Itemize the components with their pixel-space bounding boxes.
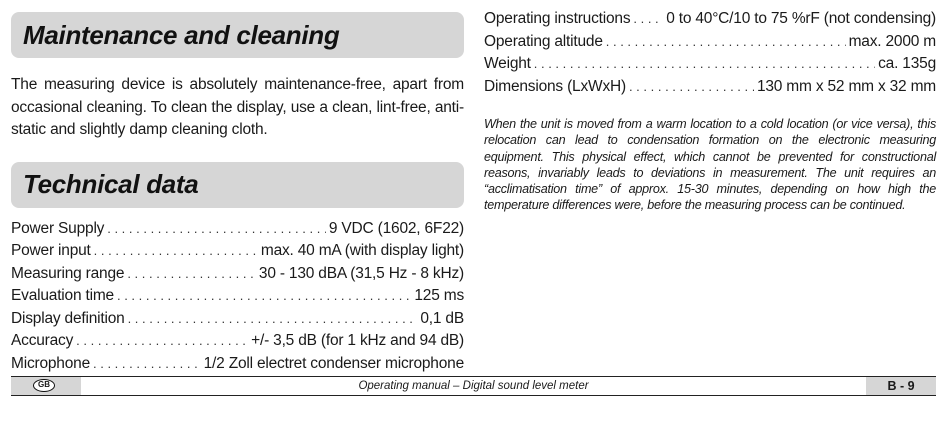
spec-label: Operating instructions xyxy=(484,10,631,27)
dot-leader xyxy=(629,76,754,99)
spec-value: max. 2000 m xyxy=(848,32,936,50)
spec-value: 0,1 dB xyxy=(420,309,464,327)
dot-leader xyxy=(127,263,256,286)
spec-value: max. 40 mA (with display light) xyxy=(260,242,464,259)
spec-value: 125 ms xyxy=(414,287,464,304)
dot-leader xyxy=(117,285,411,308)
dot-leader xyxy=(633,8,663,31)
spec-label: Evaluation time xyxy=(11,287,114,304)
spec-row-power-supply xyxy=(11,218,464,241)
spec-row-dimensions xyxy=(484,76,936,99)
environment-spec-list xyxy=(484,8,936,98)
dot-leader xyxy=(107,218,326,241)
spec-value: 0 to 40°C/10 to 75 %rF (not condensing) xyxy=(666,10,936,27)
spec-row-measuring-range xyxy=(11,263,464,286)
spec-row-operating-instructions xyxy=(484,8,936,31)
spec-value: 130 mm x 52 mm x 32 mm xyxy=(756,77,936,95)
spec-row-operating-altitude xyxy=(484,31,936,54)
spec-label: Dimensions (LxWxH) xyxy=(484,77,626,95)
footer-title: Operating manual – Digital sound level meter xyxy=(358,380,589,392)
maintenance-heading: Maintenance and cleaning xyxy=(23,19,340,50)
right-column xyxy=(484,8,936,214)
left-column xyxy=(11,12,464,375)
spec-value: ca. 135g xyxy=(878,55,936,72)
spec-value: 9 VDC (1602, 6F22) xyxy=(328,219,464,237)
dot-leader xyxy=(94,240,258,263)
dot-leader xyxy=(534,53,875,76)
spec-label: Accuracy xyxy=(11,332,74,349)
spec-label: Power Supply xyxy=(11,219,105,237)
spec-value: 30 - 130 dBA (31,5 Hz - 8 kHz) xyxy=(258,264,464,282)
spec-row-microphone xyxy=(11,353,464,376)
spec-label: Power input xyxy=(11,242,91,259)
spec-row-power-input xyxy=(11,240,464,263)
dot-leader xyxy=(606,31,846,54)
spec-label: Measuring range xyxy=(11,264,125,282)
dot-leader xyxy=(128,308,418,331)
page-number: B - 9 xyxy=(866,377,936,395)
page-footer xyxy=(11,376,936,396)
spec-value: 1/2 Zoll electret condenser microphone xyxy=(203,354,464,372)
technical-spec-list xyxy=(11,218,464,376)
spec-label: Display definition xyxy=(11,309,125,327)
spec-row-evaluation-time xyxy=(11,285,464,308)
country-badge: GB xyxy=(33,379,55,392)
dot-leader xyxy=(76,330,248,353)
spec-label: Microphone xyxy=(11,354,90,372)
maintenance-text: The measuring device is absolutely maintenance-free, apart from occasional cleaning. To clean the display, use a clean, lint-free, anti-static and slightly damp cleaning cloth. xyxy=(11,76,464,138)
technical-heading-box xyxy=(11,162,464,208)
spec-row-accuracy xyxy=(11,330,464,353)
dot-leader xyxy=(93,353,201,376)
condensation-note: When the unit is moved from a warm location to a cold location (or vice versa), this relocation can lead to condensation formation on the electronic measuring equipment. This physical effect, which cannot be prevented for constructional reasons, invariably leads to deviations in measurement. The unit requires an “acclimatisation time” of approx. 15-30 minutes, depending on how high the temperature differences were, before the measuring process can be continued. xyxy=(484,117,936,213)
spec-row-weight xyxy=(484,53,936,76)
spec-row-display-definition xyxy=(11,308,464,331)
maintenance-heading-box xyxy=(11,12,464,58)
technical-heading: Technical data xyxy=(23,169,199,199)
spec-label: Weight xyxy=(484,55,531,72)
spec-value: +/- 3,5 dB (for 1 kHz and 94 dB) xyxy=(251,332,464,349)
spec-label: Operating altitude xyxy=(484,32,603,50)
